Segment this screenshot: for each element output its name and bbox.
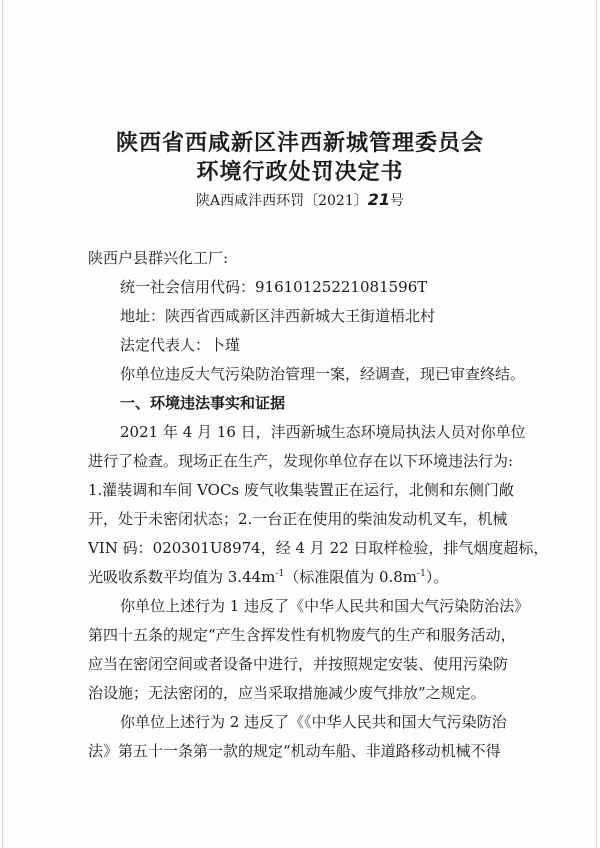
document-number-prefix: 陕A西咸沣西环罚〔2021〕 xyxy=(195,193,368,209)
unit-superscript: -1 xyxy=(275,569,285,579)
paragraph-line: 你单位上述行为 1 违反了《中华人民共和国大气污染防治法》 xyxy=(120,597,530,615)
paragraph-line: 应当在密闭空间或者设备中进行，并按照规定安装、使用污染防 xyxy=(88,655,509,673)
legal-representative: 法定代表人：卜瑾 xyxy=(120,336,241,354)
paragraph-line: 1.灌装调和车间 VOCs 废气收集装置正在运行，北侧和东侧门敞 xyxy=(88,481,514,499)
paragraph-line: 法》第五十一条第一款的规定“机动车船、非道路移动机械不得 xyxy=(88,742,501,760)
credit-code: 统一社会信用代码：91610125221081596T xyxy=(120,278,428,296)
document-type-title: 环境行政处罚决定书 xyxy=(196,159,404,185)
paragraph-line: 治设施；无法密闭的，应当采取措施减少废气排放”之规定。 xyxy=(88,684,486,702)
case-intro: 你单位违反大气污染防治管理一案，经调查，现已审查终结。 xyxy=(120,365,526,383)
recipient-name: 陕西户县群兴化工厂: xyxy=(88,249,229,267)
paragraph-line: VIN 码：020301U8974，经 4 月 22 日取样检验，排气烟度超标， xyxy=(88,539,549,557)
paragraph-line-measurement xyxy=(88,566,448,588)
paragraph-line: 第四十五条的规定“产生含挥发性有机物废气的生产和服务活动， xyxy=(88,626,516,644)
closing-text: ）。 xyxy=(425,568,449,586)
paragraph-line: 进行了检查。现场正在生产，发现你单位存在以下环境违法行为: xyxy=(88,452,514,470)
handwritten-number: 21 xyxy=(367,190,390,209)
paragraph-line: 开，处于未密闭状态；2.一台正在使用的柴油发动机叉车，机械 xyxy=(88,510,508,528)
paragraph-line: 2021 年 4 月 16 日，沣西新城生态环境局执法人员对你单位 xyxy=(120,423,526,441)
document-number xyxy=(0,190,600,211)
paragraph-line: 你单位上述行为 2 违反了《《中华人民共和国大气污染防治 xyxy=(120,713,507,731)
standard-limit-text: （标准限值为 0.8m xyxy=(284,568,418,586)
issuing-authority-title: 陕西省西咸新区沣西新城管理委员会 xyxy=(115,130,484,156)
document-number-suffix: 号 xyxy=(390,193,404,209)
unit-superscript: -1 xyxy=(417,569,426,579)
address: 地址：陕西省西咸新区沣西新城大王街道梧北村 xyxy=(120,307,436,325)
measurement-text: 光吸收系数平均值为 3.44m xyxy=(88,568,276,586)
section-heading-facts: 一、环境违法事实和证据 xyxy=(120,394,286,412)
